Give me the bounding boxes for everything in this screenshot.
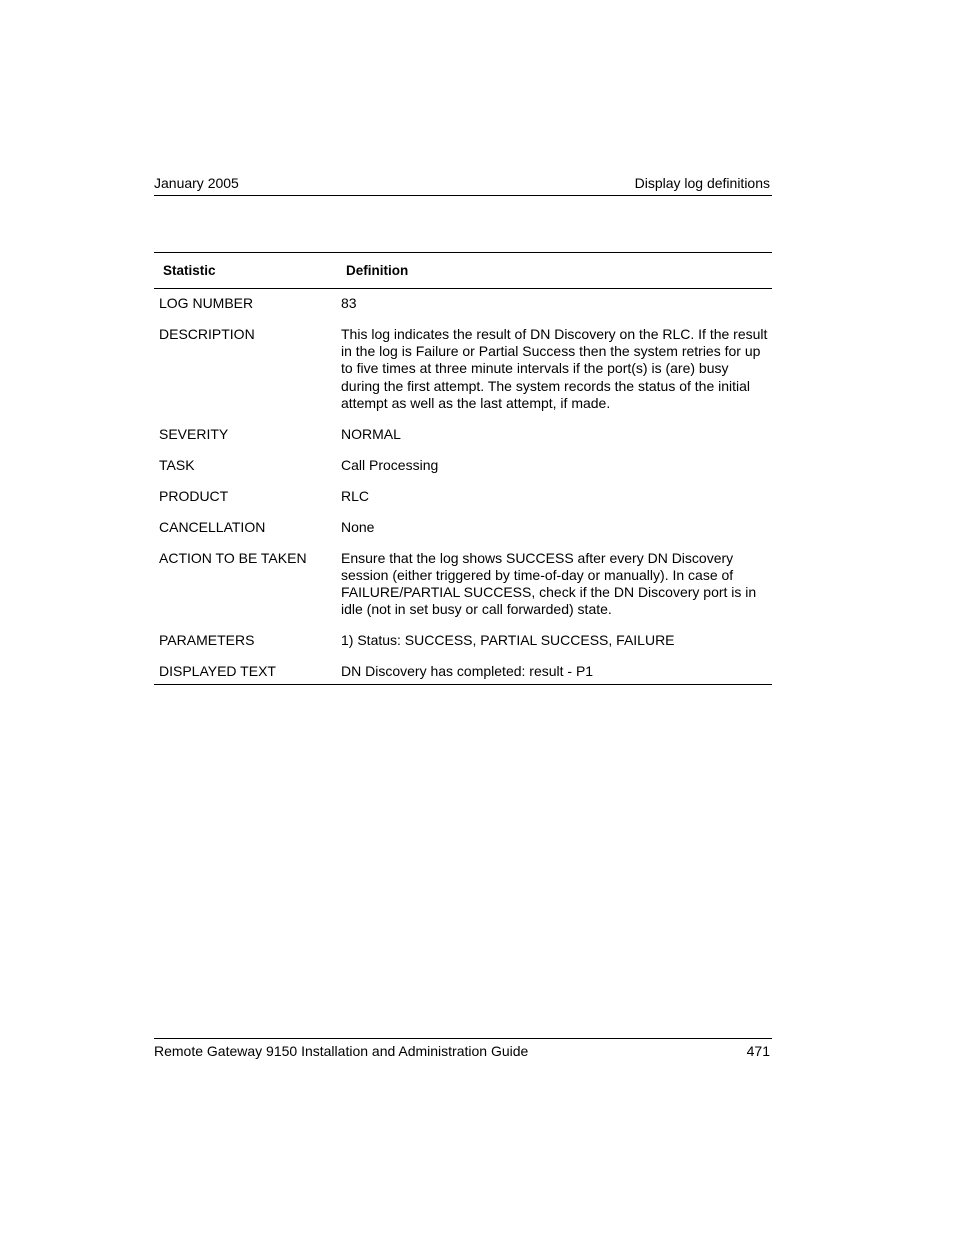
column-header-statistic: Statistic [163, 263, 216, 278]
statistic-cell: TASK [159, 456, 195, 473]
column-header-definition: Definition [346, 263, 409, 278]
definition-cell: DN Discovery has completed: result - P1 [341, 663, 594, 680]
definition-cell: None [341, 518, 375, 535]
definition-cell: RLC [341, 487, 370, 504]
header-section-title: Display log definitions [634, 175, 770, 191]
statistic-cell: LOG NUMBER [159, 295, 254, 311]
table-row [154, 488, 772, 505]
definition-cell: NORMAL [341, 425, 401, 442]
table-row [154, 632, 772, 649]
statistic-cell: ACTION TO BE TAKEN [159, 549, 307, 566]
statistic-cell: DISPLAYED TEXT [159, 663, 276, 680]
definition-cell: 83 [341, 295, 357, 311]
statistic-cell: SEVERITY [159, 425, 229, 442]
table-row [154, 550, 772, 619]
table-row [154, 295, 772, 312]
table-row [154, 519, 772, 536]
table-row [154, 457, 772, 474]
page-footer [154, 1038, 772, 1059]
table-row [154, 426, 772, 443]
statistic-cell: PARAMETERS [159, 632, 255, 649]
definition-cell: Ensure that the log shows SUCCESS after every DN Discovery session (either triggered by time-of-day or manually). In case of FAILURE/PARTIAL SUCCESS, check if the DN Discovery port is in idle (not in set busy or call forwarded) state. [341, 549, 757, 618]
statistic-cell: DESCRIPTION [159, 326, 255, 342]
table-row [154, 326, 772, 412]
table-body [154, 289, 772, 684]
definition-cell: 1) Status: SUCCESS, PARTIAL SUCCESS, FAILURE [341, 632, 675, 649]
table-header-row [154, 253, 772, 289]
table-row [154, 663, 772, 680]
statistic-cell: CANCELLATION [159, 518, 266, 535]
statistic-cell: PRODUCT [159, 487, 229, 504]
header-date: January 2005 [154, 175, 239, 191]
log-definition-table [154, 252, 772, 685]
page-number: 471 [746, 1043, 770, 1059]
page-header [154, 175, 772, 196]
definition-cell: This log indicates the result of DN Discovery on the RLC. If the result in the log is Failure or Partial Success then the system retries for up to five times at three minute intervals if the port(s) is (are) busy during the first attempt. The system records the status of the initial attempt as well as the last attempt, if made. [341, 326, 768, 411]
definition-cell: Call Processing [341, 456, 439, 473]
footer-document-title: Remote Gateway 9150 Installation and Administration Guide [154, 1043, 529, 1059]
